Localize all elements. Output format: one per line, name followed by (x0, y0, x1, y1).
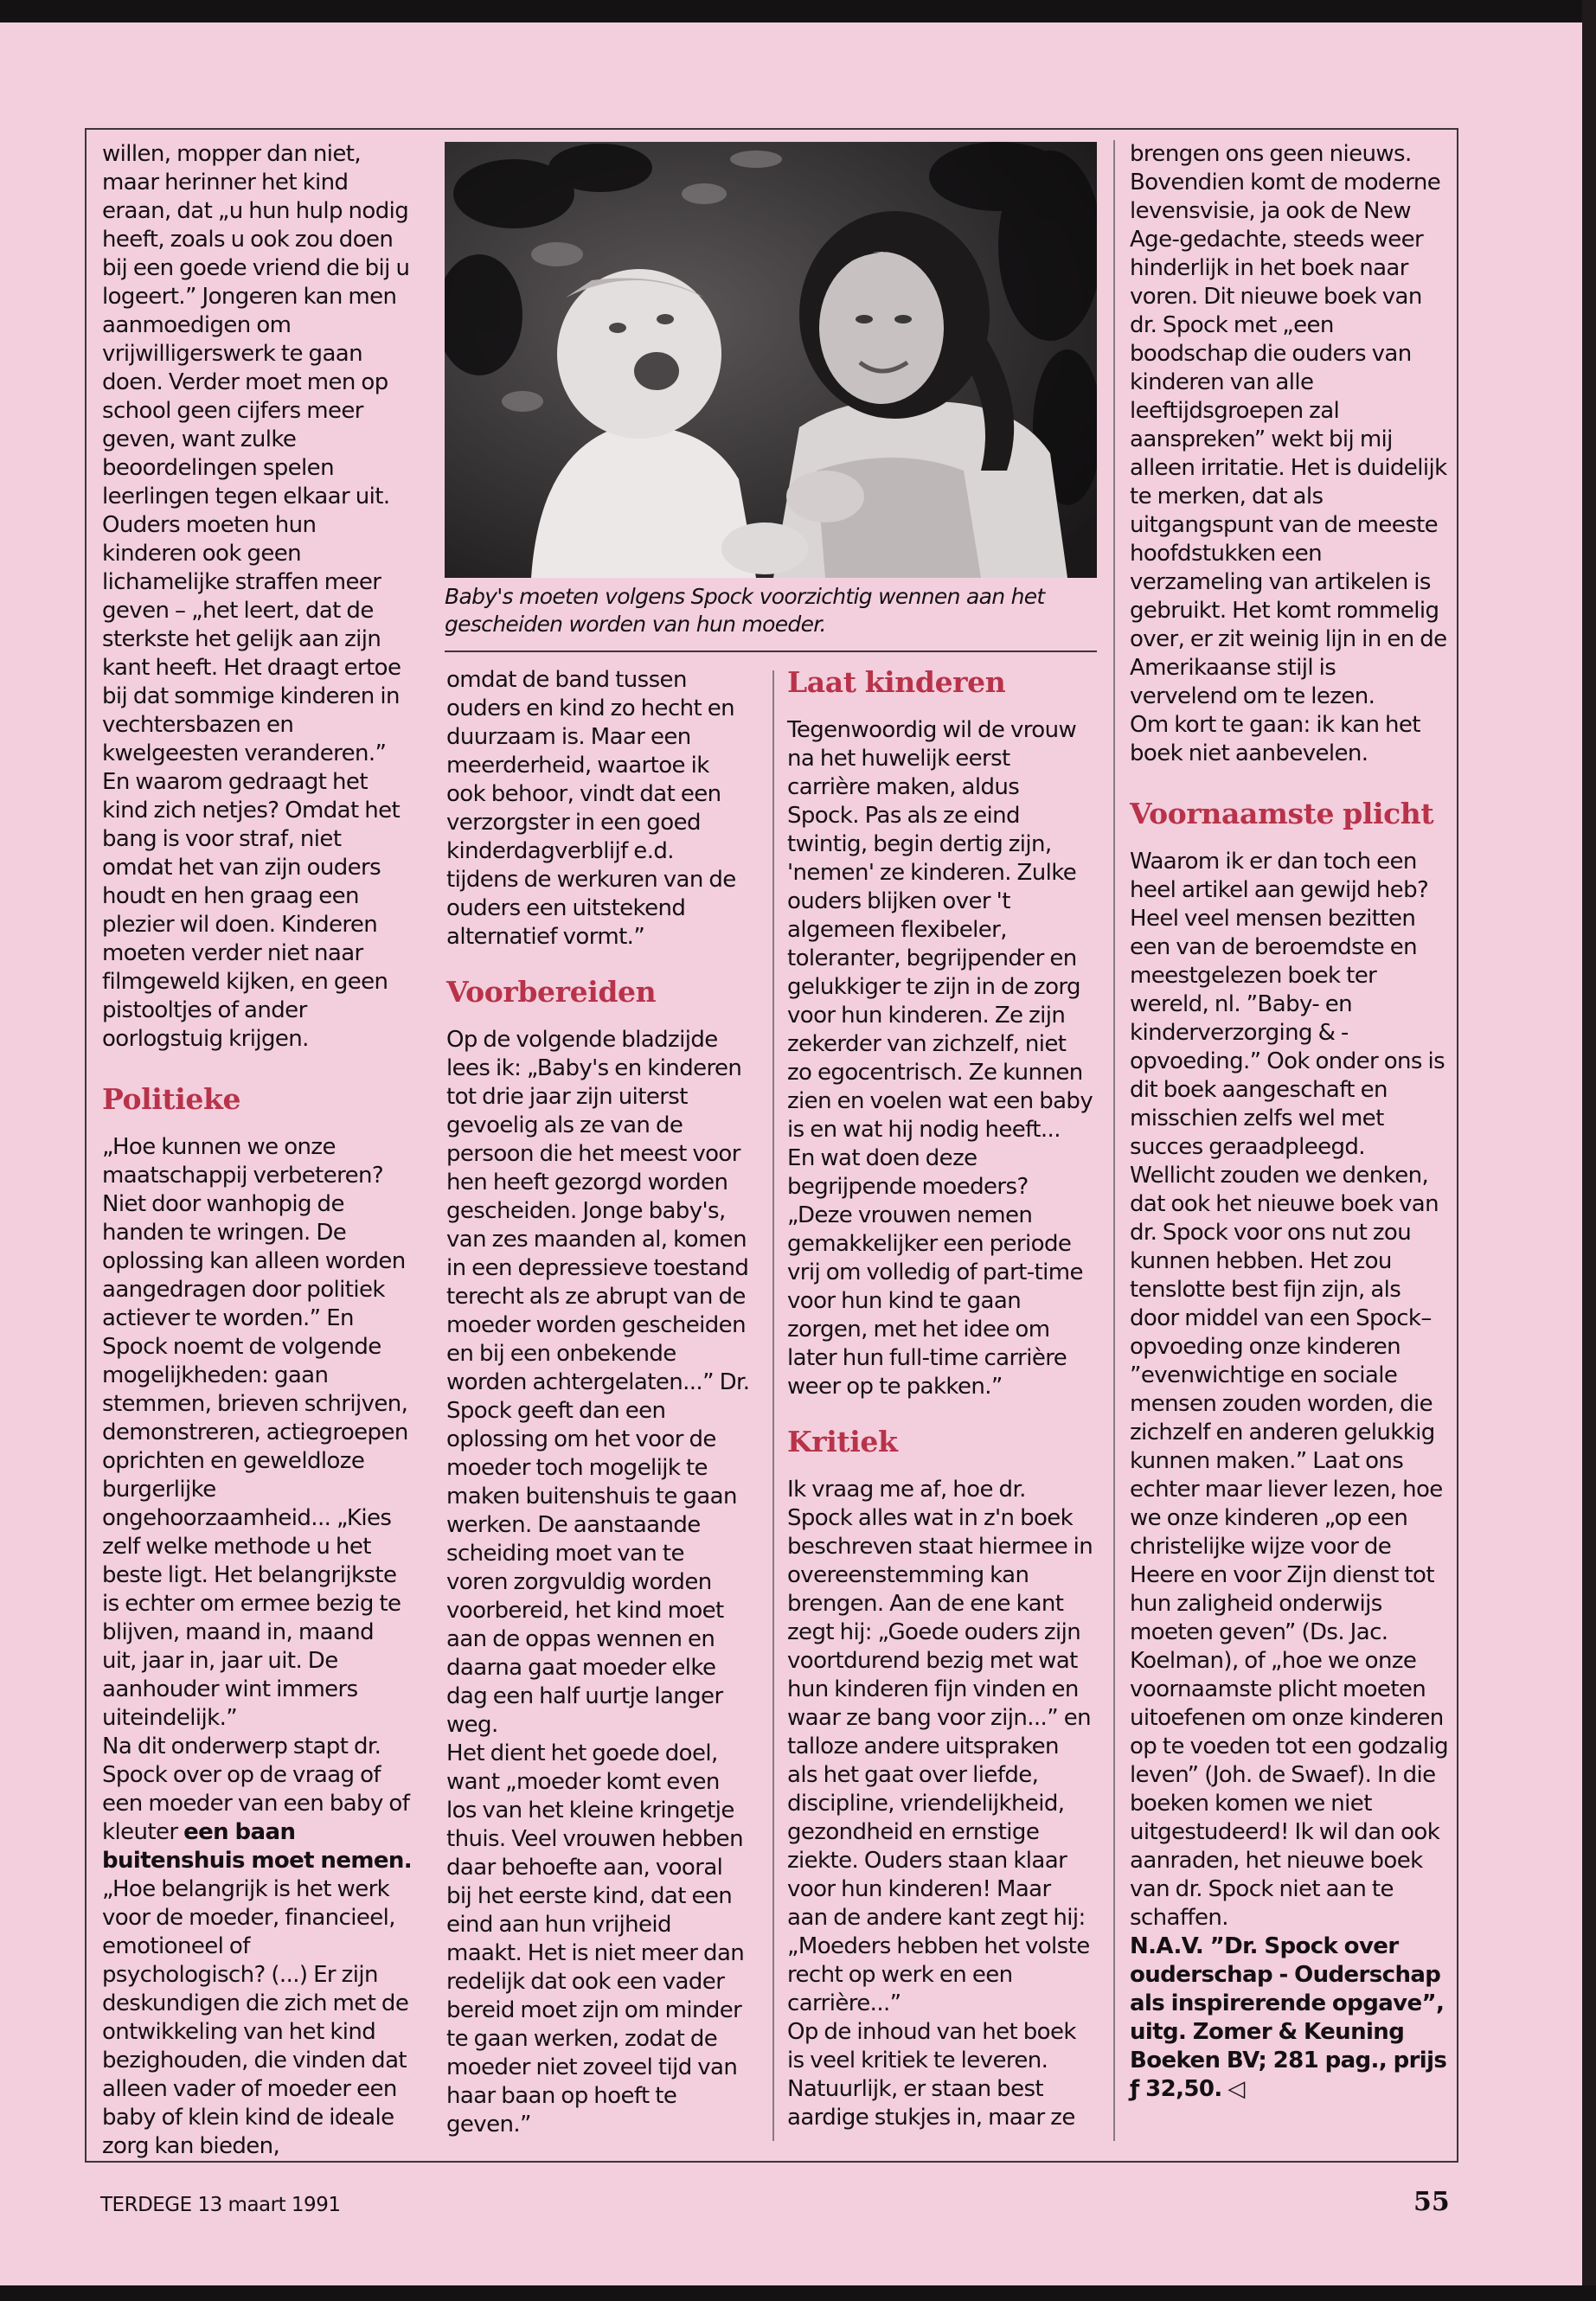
col1-paragraph-3 (102, 1733, 413, 1875)
heading-voornaamste-plicht: Voornaamste plicht (1130, 797, 1434, 830)
column-1 (102, 140, 413, 2161)
book-reference-text: N.A.V. ”Dr. Spock over ouderschap - Ouderschap als inspirerende opgave”, uitg. Zomer & Keuning Boeken BV; 281 pag., prijs ƒ 32,50. (1130, 1933, 1447, 2102)
column-4 (1130, 140, 1448, 2104)
col1-paragraph-3-bold: een baan buitenshuis moet nemen. (102, 1819, 413, 1874)
col2-paragraph-1: omdat de band tussen ouders en kind zo hecht en duurzaam is. Maar een meerderheid, waartoe ik ook behoor, vindt dat een verzorgster in een goed kinderdagverblijf e.d. tijdens de werkuren van de ouders een uitstekend alternatief vormt.” (446, 667, 736, 950)
publication-footer: TERDEGE 13 maart 1991 (100, 2194, 341, 2216)
caption-rule (445, 651, 1097, 652)
col4-paragraph-2: Om kort te gaan: ik kan het boek niet aanbevelen. (1130, 712, 1420, 766)
heading-voorbereiden: Voorbereiden (446, 975, 657, 1009)
book-reference (1130, 1932, 1448, 2104)
heading-kritiek: Kritiek (787, 1425, 898, 1458)
col3-paragraph-4: Op de inhoud van het boek is veel kritiek te leveren. Natuurlijk, er staan best aardige stukjes in, maar ze (787, 2019, 1076, 2131)
scan-border-right (1582, 0, 1596, 2301)
col4-paragraph-3: Waarom ik er dan toch een heel artikel aan gewijd heb? Heel veel mensen bezitten een van de beroemdste en meestgelezen boek ter wereld, nl. ”Baby- en kinderverzorging & -opvoeding.” Ook onder ons is dit boek aangeschaft en misschien zelfs wel met succes geraadpleegd. Wellicht zouden we denken, dat ook het nieuwe boek van dr. Spock voor ons nut zou kunnen hebben. Het zou tenslotte best fijn zijn, als door middel van een Spock–opvoeding onze kinderen ”evenwichtige en sociale mensen zouden worden, die zichzelf en anderen gelukkig kunnen maken.” Laat ons echter maar liever lezen, hoe we onze kinderen „op een christelijke wijze voor de Heere en voor Zijn dienst tot hun zaligheid onderwijs moeten geven” (Ds. Jac. Koelman), of „hoe we onze voornaamste plicht moeten uitoefenen om onze kinderen op te voeden tot een godzalig leven” (Joh. de Swaef). In die boeken komen we niet uitgestudeerd! Ik wil dan ook aanraden, het nieuwe boek van dr. Spock niet aan te schaffen. (1130, 849, 1449, 1931)
column-2 (446, 666, 751, 2139)
page-number: 55 (1413, 2187, 1450, 2217)
column-3 (787, 666, 1094, 2132)
col1-paragraph-2: „Hoe kunnen we onze maatschappij verbeteren? Niet door wanhopig de handen te wringen. De oplossing kan alleen worden aangedragen door politiek actiever te worden.” En Spock noemt de volgende mogelijkheden: gaan stemmen, brieven schrijven, demonstreren, actiegroepen oprichten en geweldloze burgerlijke ongehoorzaamheid... „Kies zelf welke methode u het beste ligt. Het belangrijkste is echter om ermee bezig te blijven, maand in, maand uit, jaar in, jaar uit. De aanhouder wint immers uiteindelijk.” (102, 1134, 408, 1731)
scan-border-top (0, 0, 1596, 22)
mother-baby-photo (445, 142, 1097, 578)
heading-politieke: Politieke (102, 1082, 241, 1116)
heading-laat-kinderen: Laat kinderen (787, 665, 1006, 699)
column-divider-2-3 (772, 670, 774, 2141)
end-mark-icon: ◁ (1227, 2076, 1245, 2102)
col3-paragraph-1: Tegenwoordig wil de vrouw na het huwelijk eerst carrière maken, aldus Spock. Pas als ze eind twintig, begin dertig zijn, 'nemen' ze kinderen. Zulke ouders blijken over 't algemeen flexibeler, toleranter, begrijpender en gelukkiger te zijn in de zorg voor hun kinderen. Ze zijn zekerder van zichzelf, niet zo egocentrisch. Ze kunnen zien en voelen wat een baby is en wat hij nodig heeft... (787, 717, 1093, 1143)
scan-border-bottom (0, 2285, 1596, 2301)
col1-paragraph-1: willen, mopper dan niet, maar herinner het kind eraan, dat „u hun hulp nodig heeft, zoals u ook zou doen bij een goede vriend die bij u logeert.” Jongeren kan men aanmoedigen om vrijwilligerswerk te gaan doen. Verder moet men op school geen cijfers meer geven, want zulke beoordelingen spelen leerlingen tegen elkaar uit. Ouders moeten hun kinderen ook geen lichamelijke straffen meer geven – „het leert, dat de sterkste het gelijk aan zijn kant heeft. Het draagt ertoe bij dat sommige kinderen in vechtersbazen en kwelgeesten veranderen.” En waarom gedraagt het kind zich netjes? Omdat het bang is voor straf, niet omdat het van zijn ouders houdt en hen graag een plezier wil doen. Kinderen moeten verder niet naar filmgeweld kijken, en geen pistooltjes of ander oorlogstuig krijgen. (102, 141, 410, 1052)
col3-paragraph-3: Ik vraag me af, hoe dr. Spock alles wat in z'n boek beschreven staat hiermee in overeenstemming kan brengen. Aan de ene kant zegt hij: „Goede ouders zijn voortdurend bezig met wat hun kinderen fijn vinden en waar ze bang voor zijn...” en talloze andere uitspraken als het gaat over liefde, discipline, vriendelijkheid, gezondheid en ernstige ziekte. Ouders staan klaar voor hun kinderen! Maar aan de andere kant zegt hij: „Moeders hebben het volste recht op werk en een carrière...” (787, 1477, 1093, 2016)
col4-paragraph-1: brengen ons geen nieuws. Bovendien komt de moderne levensvisie, ja ook de New Age-gedachte, steeds weer hinderlijk in het boek naar voren. Dit nieuwe boek van dr. Spock met „een boodschap die ouders van kinderen van alle leeftijdsgroepen zal aanspreken” wekt bij mij alleen irritatie. Het is duidelijk te merken, dat als uitgangspunt van de meeste hoofdstukken een verzameling van artikelen is gebruikt. Het komt rommelig over, er zit weinig lijn in en de Amerikaanse stijl is vervelend om te lezen. (1130, 141, 1447, 709)
photo-caption: Baby's moeten volgens Spock voorzichtig wennen aan het gescheiden worden van hun moeder. (445, 584, 1045, 637)
col3-paragraph-2: En wat doen deze begrijpende moeders? „Deze vrouwen nemen gemakkelijker een periode vrij om volledig of part-time voor hun kind te gaan zorgen, met het idee om later hun full-time carrière weer op te pakken.” (787, 1145, 1083, 1400)
col2-paragraph-2: Op de volgende bladzijde lees ik: „Baby's en kinderen tot drie jaar zijn uiterst gevoelig als ze van de persoon die het meest voor hen heeft gezorgd worden gescheiden. Jonge baby's, van zes maanden al, komen in een depressieve toestand terecht als ze abrupt van de moeder worden gescheiden en bij een onbekende worden achtergelaten...” Dr. Spock geeft dan een oplossing om het voor de moeder toch mogelijk te maken buitenshuis te gaan werken. De aanstaande scheiding moet van te voren zorgvuldig worden voorbereid, het kind moet aan de oppas wennen en daarna gaat moeder elke dag een half uurtje langer weg. (446, 1027, 750, 1738)
col2-paragraph-3: Het dient het goede doel, want „moeder komt even los van het kleine kringetje thuis. Veel vrouwen hebben daar behoefte aan, vooral bij het eerste kind, dat een eind aan hun vrijheid maakt. Het is niet meer dan redelijk dat ook een vader bereid moet zijn om minder te gaan werken, zodat de moeder niet zoveel tijd van haar baan op hoeft te geven.” (446, 1740, 745, 2138)
col1-paragraph-4: „Hoe belangrijk is het werk voor de moeder, financieel, emotioneel of psychologisch? (...) Er zijn deskundigen die zich met de ontwikkeling van het kind bezighouden, die vinden dat alleen vader of moeder een baby of klein kind de ideale zorg kan bieden, (102, 1876, 409, 2159)
col1-paragraph-3-text: Na dit onderwerp stapt dr. Spock over op de vraag of een moeder van een baby of kleuter (102, 1734, 410, 1845)
column-divider-3-4 (1113, 140, 1115, 2141)
photo-illustration (445, 142, 1097, 578)
